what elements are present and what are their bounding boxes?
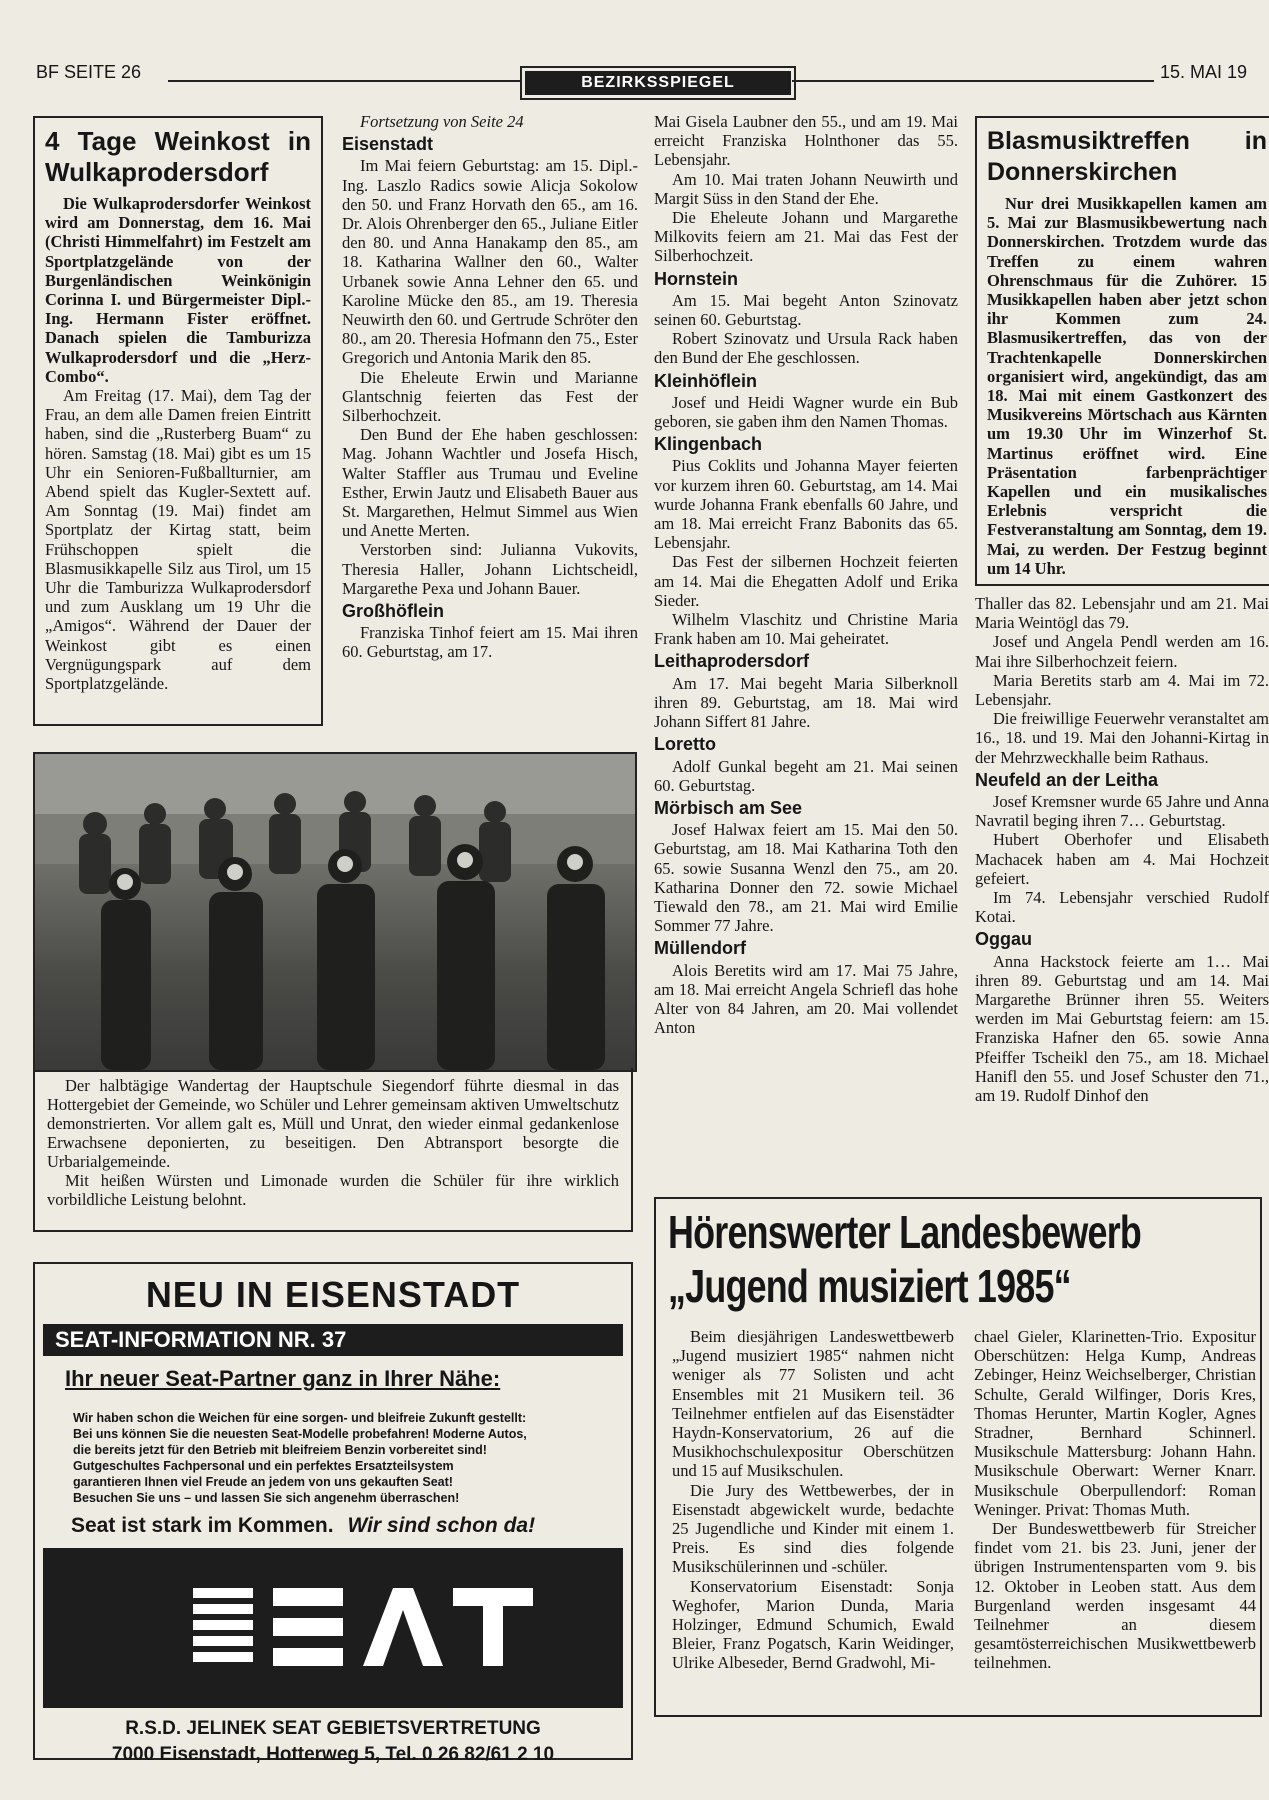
caption-paragraph: Mit heißen Würsten und Limonade wurden die Schüler für ihre wirklich vorbildliche Leistung belohnt.: [47, 1171, 619, 1209]
ad-line: Besuchen Sie uns – und lassen Sie sich angenehm überraschen!: [73, 1491, 460, 1505]
caption-paragraph: Der halbtägige Wandertag der Hauptschule Siegendorf führte diesmal in das Hottergebiet der Gemeinde, wo Schüler und Lehrer gemeinsam aktiven Umweltschutz demonstrierten. Vor allem galt es, Müll und Unrat, den wieder einmal gedankenlose Erwachsene deponierten, zu beseitigen. Den Abtransport besorgte die Urbarialgemeinde.: [47, 1076, 619, 1171]
heading-oggau: Oggau: [975, 929, 1032, 950]
paragraph: Anna Hackstock feierte am 1… Mai ihren 89. Geburtstag und am 14. Mai Margarethe Brünner ihren 55. Weiters werden im Mai Geburtstag feiern: am 15. Franziska Hafner den 65. sowie Anna Pfeiffer Tscheikl den 75., am 18. Michael Hanifl den 55. und Josef Schuster den 71., am 19. Rudolf Dinhof den: [975, 951, 1269, 1106]
paragraph: Wilhelm Vlaschitz und Christine Maria Frank haben am 10. Mai geheiratet.: [654, 610, 958, 649]
heading-loretto: Loretto: [654, 734, 716, 755]
weinkost-body: Am Freitag (17. Mai), dem Tag der Frau, an dem alle Damen freien Eintritt haben, sind die „Rusterberg Buam“ zu hören. Samstag (18. Mai) gibt es um 15 Uhr ein Senioren-Fußballturnier, am Abend spielt das Kugler-Sextett auf. Am Sonntag (19. Mai) findet am Sportplatz der Kirtag statt, beim Frühschoppen spielt die Blasmusikkapelle Silz aus Tirol, um 15 Uhr die Tamburizza Wulkaprodersdorf und zum Ausklang um 19 Uhr die „Amigos“. Während der Dauer der Weinkost gibt es einen Vergnügungspark auf dem Sportplatzgelände.: [45, 386, 311, 694]
ad-slogan: [71, 1514, 631, 1538]
article-jugend-musiziert: [654, 1197, 1262, 1717]
paragraph: Den Bund der Ehe haben geschlossen: Mag. Johann Wachtler und Josefa Hisch, Walter Staffler aus Trumau und Eveline Esther, Erwin Jautz und Elisabeth Bauer aus St. Margarethen, Helmut Simmel aus Wien und Anette Merten.: [342, 425, 638, 541]
paragraph: Adolf Gunkal begeht am 21. Mai seinen 60. Geburtstag.: [654, 756, 958, 795]
headline-landesbewerb: Hörenswerter Landesbewerb: [668, 1206, 1142, 1258]
dealer-address: 7000 Eisenstadt, Hotterweg 5, Tel. 0 26 82/61 2 10: [111, 1744, 555, 1765]
paragraph: chael Gieler, Klarinetten-Trio. Expositur Oberschützen: Helga Kump, Andreas Zebinger, Heinz Weichselberger, Christian Schulte, Gerald Wilfinger, Doris Kres, Thomas Herunter, Martin Kogler, Agnes Stradner, Bernhard Schinnerl. Musikschule Mattersburg: Johann Hahn. Musikschule Oberwart: Werner Knarr. Musikschule Oberpullendorf: Roman Weninger. Privat: Thomas Muth.: [974, 1327, 1256, 1519]
paragraph: Pius Coklits und Johanna Mayer feierten vor kurzem ihren 60. Geburtstag, am 14. Mai wurde Johanna Frank ebenfalls 60 Jahre, und am 18. Mai erreicht Franz Babonits das 65. Lebensjahr.: [654, 456, 958, 553]
paragraph: Thaller das 82. Lebensjahr und am 21. Mai Maria Weintögl das 79.: [975, 594, 1269, 633]
header-rule-right: [792, 80, 1154, 82]
ad-subtitle: Ihr neuer Seat-Partner ganz in Ihrer Nähe:: [65, 1366, 501, 1391]
paragraph: Robert Szinovatz und Ursula Rack haben den Bund der Ehe geschlossen.: [654, 329, 958, 368]
column-local-news-2: [975, 594, 1269, 1174]
paragraph: Die Eheleute Erwin und Marianne Glantschnig feierten das Fest der Silberhochzeit.: [342, 367, 638, 426]
photo-caption: [33, 1068, 633, 1232]
ad-slogan-part1: Seat ist stark im Kommen.: [71, 1514, 334, 1537]
paragraph: Verstorben sind: Julianna Vukovits, Theresia Haller, Johann Lichtscheidl, Margarethe Pexa und Johann Bauer.: [342, 540, 638, 598]
paragraph: Die freiwillige Feuerwehr veranstaltet am 16., 18. und 19. Mai den Johanni-Kirtag in der Mehrzweckhalle beim Rathaus.: [975, 709, 1269, 767]
section-masthead: [520, 66, 796, 100]
paragraph: Franziska Tinhof feiert am 15. Mai ihren 60. Geburtstag, am 17.: [342, 623, 638, 662]
paragraph: Konservatorium Eisenstadt: Sonja Weghofer, Marion Dunda, Maria Holzinger, Edmund Schumich, Ewald Bleier, Franz Pogatsch, Karin Weidinger, Ulrike Albeseder, Bernd Gradwohl, Mi-: [672, 1576, 954, 1673]
seat-logo: [43, 1548, 623, 1708]
section-title: BEZIRKSSPIEGEL: [525, 71, 791, 95]
ad-line: garantieren Ihnen viel Freude an jedem von uns gekauften Seat!: [73, 1475, 453, 1489]
ad-body: [73, 1410, 631, 1506]
blasmusik-body: Nur drei Musikkapellen kamen am 5. Mai zur Blasmusikbewertung nach Donnerskirchen. Trotzdem wurde das Treffen zu einem wahren Ohrenschmaus für die Zuhörer. 15 Musikkapellen haben aber jetzt schon ihr Kommen zum 24. Blasmusikertreffen, das von der Trachtenkapelle Donnerskirchen organisiert wird, angekündigt, das am 18. Mai mit einem Gastkonzert des Musikvereins Mörtschach aus Kärnten um 19.30 Uhr im Winzerhof St. Martinus eröffnet wird. Eine Präsentation farbenprächtiger Kapellen und ein musikalisches Erlebnis verspricht die Festveranstaltung am Sonntag, dem 19. Mai, zu werden. Der Festzug beginnt um 14 Uhr.: [987, 194, 1267, 578]
contest-column-2: [974, 1327, 1256, 1713]
paragraph: Maria Beretits starb am 4. Mai im 72. Lebensjahr.: [975, 670, 1269, 710]
seat-logo-graphic: [43, 1548, 625, 1708]
continued-note: Fortsetzung von Seite 24: [360, 112, 524, 131]
paragraph: Josef und Angela Pendl werden am 16. Mai ihre Silberhochzeit feiern.: [975, 632, 1269, 671]
article-weinkost: [33, 116, 323, 726]
page-number: BF SEITE 26: [36, 62, 142, 82]
paragraph: Am 10. Mai traten Johann Neuwirth und Margit Süss in den Stand der Ehe.: [654, 169, 958, 208]
headline-weinkost: 4 Tage Weinkost in Wulkaprodersdorf: [45, 126, 311, 187]
weinkost-lead: Die Wulkaprodersdorfer Weinkost wird am Donnerstag, dem 16. Mai (Christi Himmelfahrt) im Festzelt am Sportplatzgelände von der Burgenländischen Weinkönigin Corinna I. und Bürgermeister Dipl.-Ing. Hermann Fister eröffnet. Danach spielen die Tamburizza Wulkaprodersdorf und die „Herz-Combo“.: [45, 194, 311, 386]
heading-muellendorf: Müllendorf: [654, 938, 746, 959]
ad-line: Gutgeschultes Fachpersonal und ein perfektes Ersatzteilsystem: [73, 1459, 454, 1473]
column-eisenstadt: [342, 112, 638, 740]
photo-wandertag: [33, 752, 637, 1072]
dealer-name: R.S.D. JELINEK SEAT GEBIETSVERTRETUNG: [125, 1718, 541, 1739]
paragraph: Im 74. Lebensjahr verschied Rudolf Kotai.: [975, 888, 1269, 927]
heading-klingenbach: Klingenbach: [654, 434, 763, 455]
heading-leithaprodersdorf: Leithaprodersdorf: [654, 651, 810, 672]
heading-grosshoeflein: Großhöflein: [342, 601, 444, 622]
paragraph: Am 15. Mai begeht Anton Szinovatz seinen 60. Geburtstag.: [654, 290, 958, 330]
paragraph: Hubert Oberhofer und Elisabeth Machacek haben am 4. Mai Hochzeit gefeiert.: [975, 830, 1269, 888]
ad-info-bar: SEAT-INFORMATION NR. 37: [43, 1324, 623, 1356]
issue-date: 15. MAI 19: [1160, 62, 1248, 82]
column-local-news: [654, 112, 958, 1182]
headline-jugend-musiziert: „Jugend musiziert 1985“: [668, 1260, 1071, 1312]
paragraph: Josef Kremsner wurde 65 Jahre und Anna Navratil beging ihren 7… Geburtstag.: [975, 792, 1269, 831]
heading-neufeld: Neufeld an der Leitha: [975, 769, 1159, 790]
paragraph: Mai Gisela Laubner den 55., und am 19. Mai erreicht Franziska Holnthoner das 55. Lebensjahr.: [654, 112, 958, 170]
heading-kleinhoeflein: Kleinhöflein: [654, 370, 757, 391]
ad-footer: [35, 1716, 631, 1768]
paragraph: Josef Halwax feiert am 15. Mai den 50. Geburtstag, am 18. Mai Katharina Toth den 65. sowie Susanna Wenzl den 75., am 20. Katharina Donner den 72. sowie Michael Tiewald den 78., am 21. Mai wird Emilie Sommer 77 Jahre.: [654, 820, 958, 936]
paragraph: Josef und Heidi Wagner wurde ein Bub geboren, sie gaben ihm den Namen Thomas.: [654, 392, 958, 432]
ad-line: die bereits jetzt für den Betrieb mit bleifreiem Benzin vorbereitet sind!: [73, 1443, 487, 1457]
ad-line: Wir haben schon die Weichen für eine sorgen- und bleifreie Zukunft gestellt:: [73, 1411, 527, 1425]
paragraph: Beim diesjährigen Landeswettbewerb „Jugend musiziert 1985“ nahmen nicht weniger als 77 Solisten und acht Ensembles mit 21 Musikern teil. 36 Teilnehmer entfielen auf das Eisenstädter Haydn-Konservatorium, 26 auf die Musikhochschulexpositur Oberschützen und 15 auf Musikschulen.: [672, 1327, 954, 1481]
paragraph: Am 17. Mai begeht Maria Silberknoll ihren 89. Geburtstag, am 18. Mai wird Johann Siffert 81 Jahre.: [654, 673, 958, 732]
seat-advertisement: [33, 1262, 633, 1765]
heading-eisenstadt: Eisenstadt: [342, 134, 434, 155]
paragraph: Der Bundeswettbewerb für Streicher findet vom 21. bis 23. Juni, jener der übrigen Instrumentensparten vom 9. bis 12. Oktober in Leoben statt. Aus dem Burgenland werden insgesamt 44 Teilnehmer an diesem gesamtösterreichischen Musikwettbewerb teilnehmen.: [974, 1519, 1256, 1673]
heading-hornstein: Hornstein: [654, 268, 739, 289]
paragraph: Das Fest der silbernen Hochzeit feierten am 14. Mai die Ehegatten Adolf und Erika Sieder.: [654, 552, 958, 610]
article-blasmusik: [975, 116, 1269, 586]
ad-slogan-part2: Wir sind schon da!: [347, 1514, 536, 1537]
header-rule-left: [168, 80, 520, 82]
contest-column-1: [672, 1327, 954, 1713]
paragraph: Die Eheleute Johann und Margarethe Milkovits feiern am 21. Mai das Fest der Silberhochzeit.: [654, 208, 958, 266]
paragraph: Im Mai feiern Geburtstag: am 15. Dipl.-Ing. Laszlo Radics sowie Alicja Sokolow den 50. und Franz Horvath den 65., am 16. Dr. Alois Ohrenberger den 65., Juliane Eitler den 80. und Anna Hanakamp den 85., am 18. Katharina Wallner den 60., Walter Urbanek sowie Anna Lehner den 65. und Karoline Mücke den 85., am 19. Theresia Neuwirth den 60. und Gertrude Schröter den 80., am 20. Theresia Hofmann den 75., Ester Gregorich und Antonia Marik den 85.: [342, 156, 638, 368]
paragraph: Alois Beretits wird am 17. Mai 75 Jahre, am 18. Mai erreicht Angela Schriefl das hohe Alter von 84 Jahren, am 20. Mai vollendet Anton: [654, 960, 958, 1038]
paragraph: Die Jury des Wettbewerbes, der in Eisenstadt abgewickelt wurde, bedachte 25 Jugendliche und Kinder mit einem 1. Preis. Es sind dies folgende Musikschülerinnen und -schüler.: [672, 1480, 954, 1577]
heading-moerbisch: Mörbisch am See: [654, 797, 803, 818]
headline-blasmusik: Blasmusiktreffen in Donnerskirchen: [987, 127, 1267, 186]
ad-title: NEU IN EISENSTADT: [145, 1274, 521, 1315]
ad-line: Bei uns können Sie die neuesten Seat-Modelle probefahren! Moderne Autos,: [73, 1427, 527, 1441]
photo-crowd-illustration: [35, 754, 635, 1070]
